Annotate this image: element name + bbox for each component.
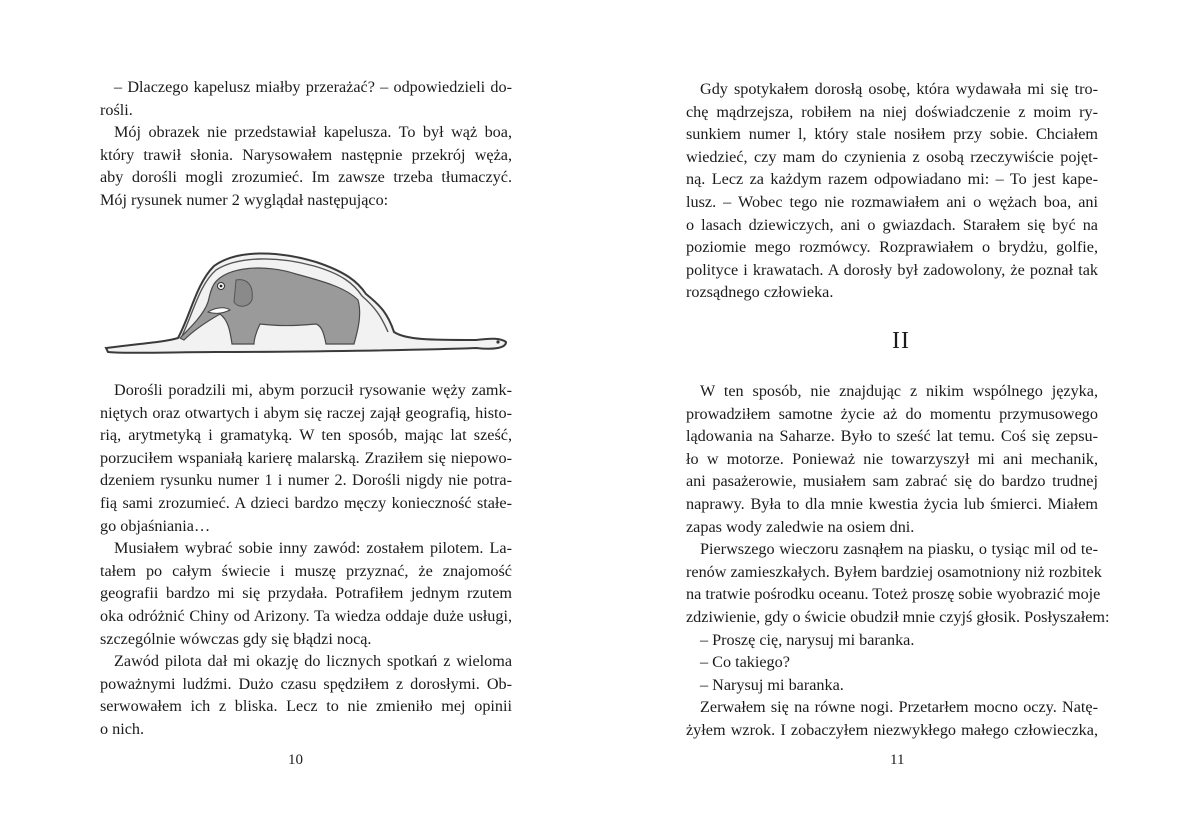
chapter-heading: II: [892, 328, 910, 354]
text-line: poważnymi ludźmi. Dużo czasu spędziłem z dorosłymi. Ob-: [100, 674, 512, 693]
text-line: porzuciłem wspaniałą karierę malarską. Zraziłem się niepowo-: [100, 448, 512, 467]
text-line: – Co takiego?: [700, 653, 790, 672]
text-line: zdziwienie, gdy o świcie obudził mnie czyjś głosik. Posłyszałem:: [686, 607, 1110, 626]
text-line: lądowania na Saharze. Było to sześć lat temu. Coś się zepsu-: [686, 427, 1098, 446]
text-line: geografii bardzo mi się przydała. Potrafiłem jednym rzutem: [100, 584, 512, 603]
text-line: wiedzieć, czy mam do czynienia z osobą rzeczywiście pojęt-: [686, 147, 1098, 166]
text-line: dzeniem rysunku numer 1 i numer 2. Dorośli nigdy nie potra-: [100, 471, 512, 490]
right-text-block-2: [686, 380, 1110, 742]
text-line: Pierwszego wieczoru zasnąłem na piasku, o tysiąc mil od te-: [700, 540, 1098, 559]
text-line: serwowałem ich z bliska. Lecz to nie zmieniło mej opinii: [100, 697, 512, 716]
text-line: poziomie mego rozmówcy. Rozprawiałem o brydżu, golfie,: [686, 238, 1098, 257]
text-line: rią, arytmetyką i gramatyką. W ten sposób, mając lat sześć,: [100, 426, 512, 445]
boa-elephant-illustration: [96, 244, 520, 366]
text-line: – Narysuj mi baranka.: [700, 675, 844, 694]
text-line: zapas wody zaledwie na osiem dni.: [686, 517, 915, 536]
text-line: Dorośli poradzili mi, abym porzucił rysowanie węży zamk-: [114, 381, 512, 399]
text-line: polityce i krawatach. A dorosły był zadowolony, że poznał tak: [686, 260, 1098, 279]
text-line: Mój rysunek numer 2 wyglądał następująco:: [100, 190, 389, 209]
text-line: niętych oraz otwartych i abym się raczej zajął geografią, histo-: [100, 403, 512, 422]
text-line: rośli.: [100, 100, 133, 119]
text-line: W ten sposób, nie znajdując z nikim wspólnego języka,: [700, 382, 1098, 400]
left-text-block-1: [100, 76, 512, 212]
text-line: prowadziłem samotne życie aż do momentu przymusowego: [686, 404, 1098, 423]
text-line: o lasach dziewiczych, ani o gwiazdach. Starałem się być na: [686, 215, 1098, 234]
page-number-left: 10: [288, 752, 303, 768]
text-line: który trawił słonia. Narysowałem następnie przekrój węża,: [100, 145, 512, 164]
text-line: – Proszę cię, narysuj mi baranka.: [700, 630, 915, 649]
text-line: żyłem wzrok. I zobaczyłem niezwykłego małego człowieczka,: [686, 720, 1098, 739]
text-line: lusz. – Wobec tego nie rozmawiałem ani o wężach boa, ani: [686, 192, 1098, 211]
text-line: na tratwie pośrodku oceanu. Toteż proszę sobie wyobrazić moje: [686, 585, 1101, 604]
text-line: renów zamieszkałych. Byłem bardziej osamotniony niż rozbitek: [686, 562, 1102, 581]
text-line: go objaśniania…: [100, 516, 211, 535]
text-line: Gdy spotykałem dorosłą osobę, która wydawała mi się tro-: [700, 80, 1098, 98]
text-line: chę mądrzejsza, robiłem na niej doświadczenie z moim ry-: [686, 102, 1098, 121]
text-line: ło w motorze. Ponieważ nie towarzyszył mi ani mechanik,: [686, 449, 1098, 468]
text-line: ani pasażerowie, musiałem sam zabrać się do bardzo trudnej: [686, 472, 1098, 491]
page-number-right: 11: [890, 752, 905, 768]
text-line: o nich.: [100, 719, 145, 738]
text-line: naprawy. Była to dla mnie kwestia życia lub śmierci. Miałem: [686, 494, 1098, 513]
text-line: Zerwałem się na równe nogi. Przetarłem mocno oczy. Natę-: [700, 698, 1098, 717]
text-line: ną. Lecz za każdym razem odpowiadano mi: – To jest kape-: [686, 170, 1098, 189]
text-line: rozsądnego człowieka.: [686, 283, 834, 302]
right-text-block-1: [686, 78, 1098, 304]
text-line: aby dorośli mogli zrozumieć. Im zawsze trzeba tłumaczyć.: [100, 168, 512, 187]
left-text-block-2: [100, 379, 512, 741]
text-line: oka odróżnić Chiny od Arizony. Ta wiedza oddaje duże usługi,: [100, 606, 512, 625]
text-line: fią sami zrozumieć. A dzieci bardzo męczy konieczność stałe-: [100, 493, 512, 512]
text-line: Zawód pilota dał mi okazję do licznych spotkań z wieloma: [114, 652, 512, 671]
text-line: Mój obrazek nie przedstawiał kapelusza. To był wąż boa,: [114, 123, 512, 142]
text-line: sunkiem numer l, który stale nosiłem przy sobie. Chciałem: [686, 125, 1098, 144]
text-line: tałem po całym świecie i muszę przyznać, że znajomość: [100, 561, 512, 580]
text-line: Musiałem wybrać sobie inny zawód: zostałem pilotem. La-: [114, 539, 512, 558]
text-line: – Dlaczego kapelusz miałby przerażać? – odpowiedzieli do-: [114, 78, 512, 96]
text-line: szczególnie wówczas gdy się błądzi nocą.: [100, 629, 372, 648]
